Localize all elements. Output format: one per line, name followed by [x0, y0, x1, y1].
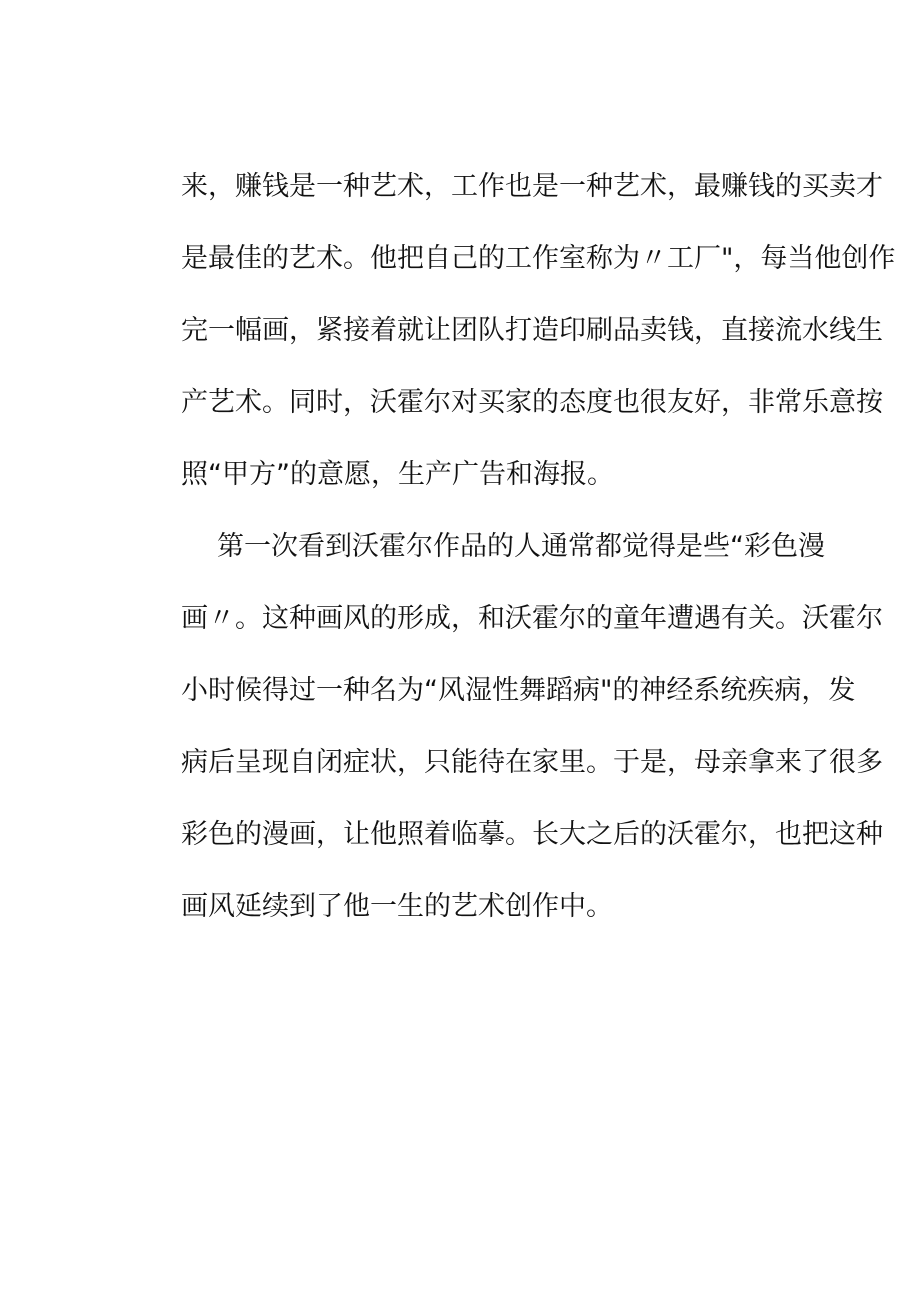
paragraph-line: 第一次看到沃霍尔作品的人通常都觉得是些“彩色漫 — [217, 531, 825, 562]
paragraph-line: 来，赚钱是一种艺术，工作也是一种艺术，最赚钱的买卖才 — [181, 171, 883, 202]
paragraph-line: 完一幅画，紧接着就让团队打造印刷品卖钱，直接流水线生 — [181, 315, 883, 346]
paragraph-line: 小时候得过一种名为“风湿性舞蹈病"的神经系统疾病，发 — [181, 675, 856, 706]
paragraph-line: 照“甲方”的意愿，生产广告和海报。 — [181, 459, 614, 490]
paragraph-line: 彩色的漫画，让他照着临摹。长大之后的沃霍尔，也把这种 — [181, 819, 883, 850]
paragraph-line: 画风延续到了他一生的艺术创作中。 — [181, 891, 613, 922]
paragraph-line: 是最佳的艺术。他把自己的工作室称为〃工厂"，每当他创作 — [181, 243, 896, 274]
paragraph-line: 画〃。这种画风的形成，和沃霍尔的童年遭遇有关。沃霍尔 — [181, 603, 883, 634]
paragraph-line: 产艺术。同时，沃霍尔对买家的态度也很友好，非常乐意按 — [181, 387, 883, 418]
paragraph-line: 病后呈现自闭症状，只能待在家里。于是，母亲拿来了很多 — [181, 747, 883, 778]
body-text — [181, 160, 896, 952]
